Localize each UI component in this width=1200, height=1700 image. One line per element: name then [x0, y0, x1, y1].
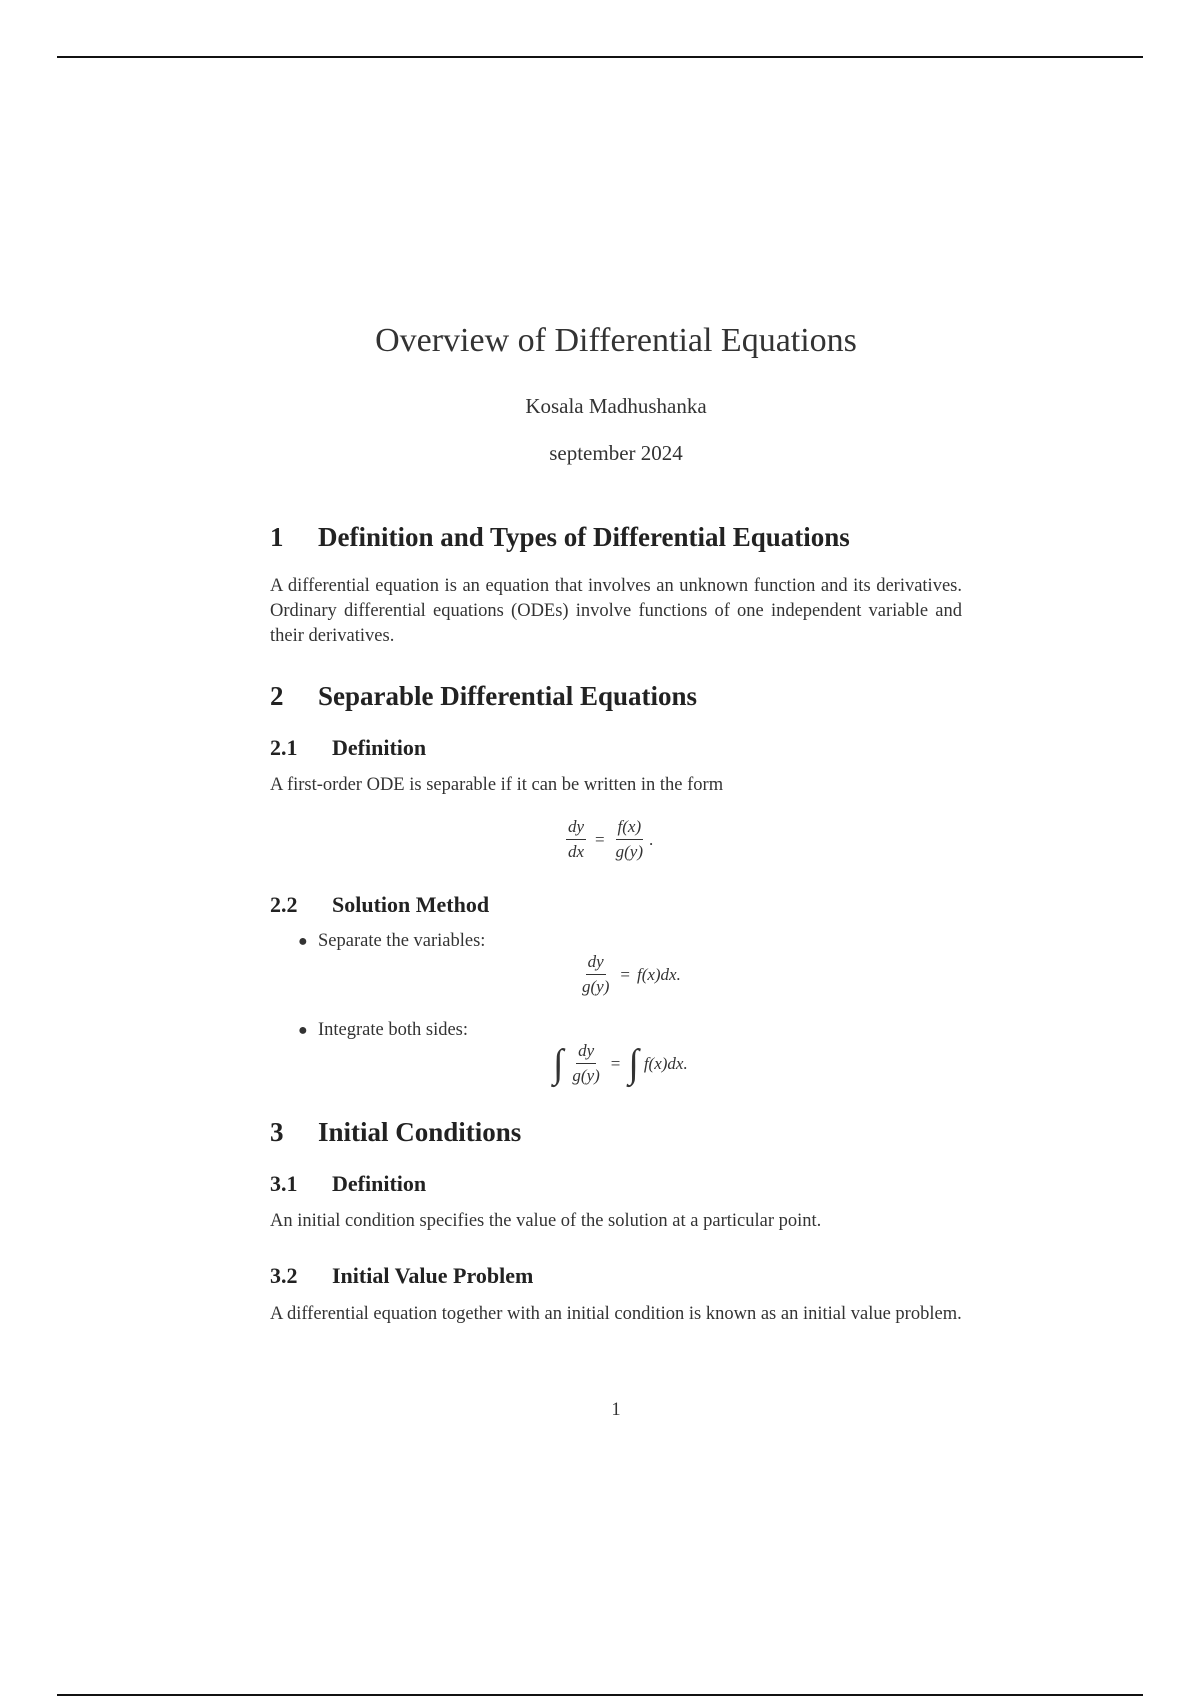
bullet-icon: ● — [298, 1022, 308, 1039]
subsection-title: Definition — [332, 1171, 427, 1196]
subsection-title: Initial Value Problem — [332, 1263, 534, 1288]
subsection-title: Solution Method — [332, 892, 490, 917]
list-item — [298, 1020, 468, 1041]
section-number: 2 — [270, 681, 284, 711]
denominator: g(y) — [572, 1066, 600, 1085]
subsection-heading-3-1 — [270, 1171, 426, 1197]
numerator: dy — [576, 1041, 596, 1064]
section-1-paragraph: A differential equation is an equation that involves an unknown function and its derivatives. Ordinary differential equations (ODEs) involve functions of one independent variable and their derivatives. — [270, 576, 962, 646]
integral-sign: ∫ — [628, 1041, 639, 1086]
top-rule — [57, 56, 1143, 58]
equals-sign: = — [595, 829, 605, 849]
subsection-number: 2.1 — [270, 735, 298, 760]
fraction-lhs — [580, 952, 611, 997]
list-item-text: Integrate both sides: — [318, 1020, 469, 1040]
numerator: dy — [586, 952, 606, 975]
integrated-equation — [550, 1041, 688, 1086]
section-heading-1 — [270, 522, 850, 553]
fraction-lhs — [566, 817, 586, 862]
equation-rhs: f(x)dx. — [636, 964, 681, 984]
integral-sign: ∫ — [553, 1041, 564, 1086]
subsection-3-1-paragraph: An initial condition specifies the value of the solution at a particular point. — [270, 1211, 822, 1231]
denominator: g(y) — [615, 842, 644, 861]
subsection-number: 3.2 — [270, 1263, 298, 1288]
section-number: 1 — [270, 522, 284, 552]
section-title: Initial Conditions — [318, 1117, 522, 1147]
document-date: september 2024 — [549, 441, 683, 465]
section-title: Separable Differential Equations — [318, 681, 698, 711]
equation-period: . — [649, 829, 654, 849]
equals-sign: = — [610, 1053, 621, 1073]
subsection-number: 3.1 — [270, 1171, 298, 1196]
bottom-rule — [57, 1694, 1143, 1696]
subsection-3-2-paragraph: A differential equation together with an initial condition is known as an initial value problem. — [270, 1304, 962, 1324]
separable-form-equation — [562, 817, 653, 862]
subsection-heading-2-1 — [270, 735, 426, 761]
document-author: Kosala Madhushanka — [525, 394, 707, 418]
list-item-text: Separate the variables: — [318, 931, 486, 951]
equals-sign: = — [620, 964, 630, 984]
subsection-number: 2.2 — [270, 892, 298, 917]
separated-variables-equation — [576, 952, 681, 997]
subsection-heading-2-2 — [270, 892, 489, 918]
numerator: dy — [566, 817, 586, 840]
list-item — [298, 931, 485, 952]
denominator: g(y) — [582, 977, 610, 996]
denominator: dx — [568, 842, 585, 861]
subsection-2-1-paragraph: A first-order ODE is separable if it can be written in the form — [270, 775, 724, 795]
bullet-icon: ● — [298, 933, 308, 950]
section-heading-3 — [270, 1117, 521, 1148]
fraction-rhs — [614, 817, 645, 862]
section-number: 3 — [270, 1117, 284, 1147]
fraction-lhs — [570, 1041, 601, 1086]
subsection-heading-3-2 — [270, 1263, 533, 1289]
subsection-title: Definition — [332, 735, 427, 760]
section-heading-2 — [270, 681, 697, 712]
document-title: Overview of Differential Equations — [375, 322, 857, 359]
numerator: f(x) — [616, 817, 644, 840]
equation-rhs: f(x)dx. — [643, 1053, 688, 1073]
page-number: 1 — [611, 1400, 621, 1420]
section-title: Definition and Types of Differential Equations — [318, 522, 850, 552]
